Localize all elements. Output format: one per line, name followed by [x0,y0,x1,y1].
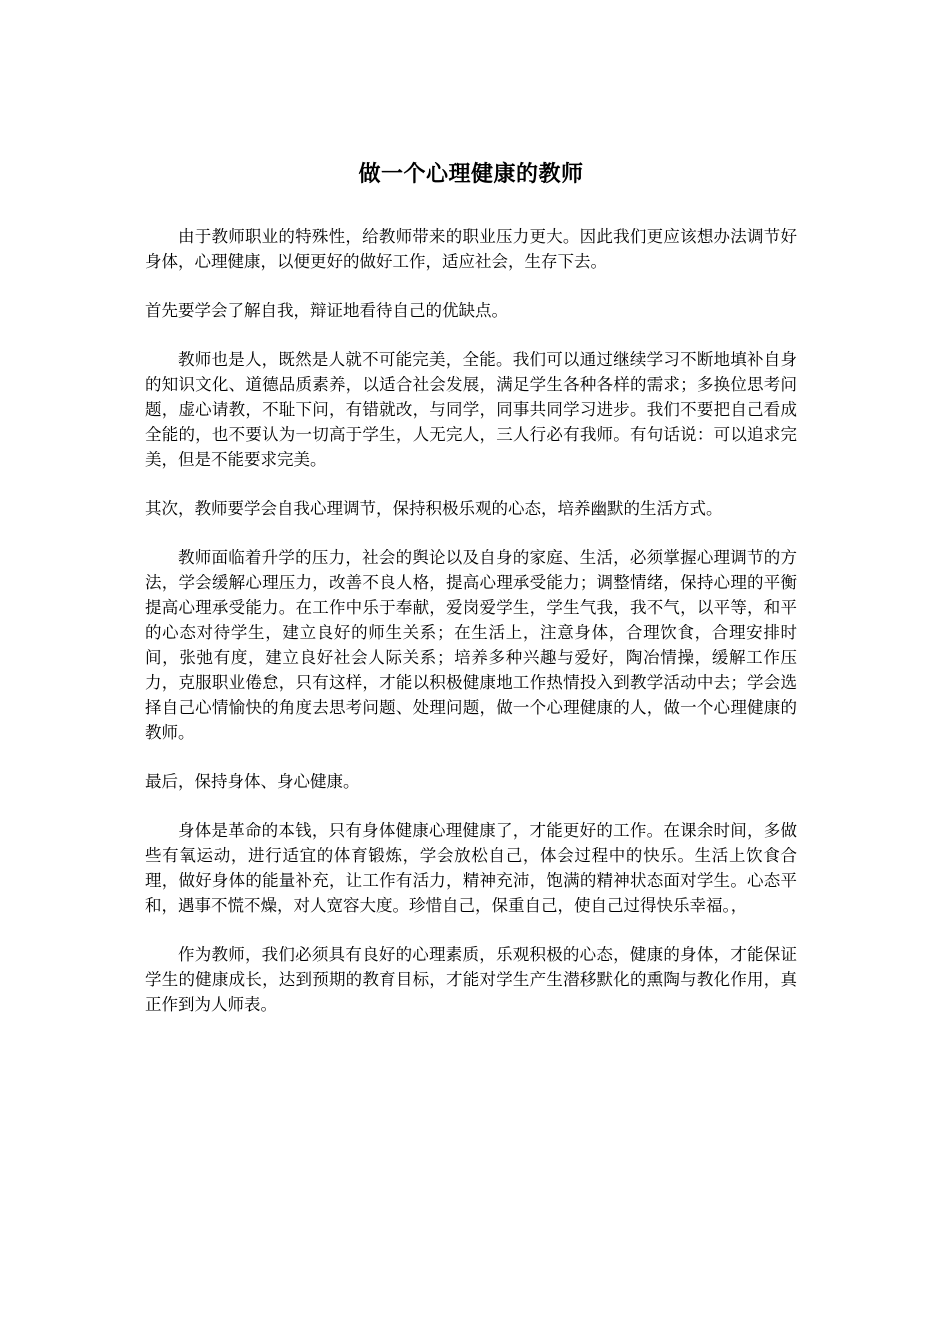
paragraph-conclusion: 作为教师，我们必须具有良好的心理素质，乐观积极的心态，健康的身体，才能保证学生的健康成长，达到预期的教育目标，才能对学生产生潜移默化的熏陶与教化作用，真正作到为人师表。 [145,945,797,1014]
heading-third-point: 最后，保持身体、身心健康。 [145,772,360,791]
paragraph-self-knowledge: 教师也是人，既然是人就不可能完美，全能。我们可以通过继续学习不断地填补自身的知识文化、道德品质素养，以适合社会发展，满足学生各种各样的需求；多换位思考问题，虚心请教，不耻下问，有错就改，与同学，同事共同学习进步。我们不要把自己看成全能的，也不要认为一切高于学生，人无完人，三人行必有我师。有句话说：可以追求完美，但是不能要求完美。 [145,350,797,469]
paragraph-self-regulation: 教师面临着升学的压力，社会的舆论以及自身的家庭、生活，必须掌握心理调节的方法，学会缓解心理压力，改善不良人格，提高心理承受能力；调整情绪，保持心理的平衡提高心理承受能力。在工作中乐于奉献，爱岗爱学生，学生气我，我不气，以平等，和平的心态对待学生，建立良好的师生关系；在生活上，注意身体，合理饮食，合理安排时间，张弛有度，建立良好社会人际关系；培养多种兴趣与爱好，陶冶情操，缓解工作压力，克服职业倦怠，只有这样，才能以积极健康地工作热情投入到教学活动中去；学会选择自己心情愉快的角度去思考问题、处理问题，做一个心理健康的人，做一个心理健康的教师。 [145,548,797,742]
heading-first-point: 首先要学会了解自我，辩证地看待自己的优缺点。 [145,301,508,320]
paragraph-physical-health: 身体是革命的本钱，只有身体健康心理健康了，才能更好的工作。在课余时间，多做些有氧运动，进行适宜的体育锻炼，学会放松自己，体会过程中的快乐。生活上饮食合理，做好身体的能量补充，让工作有活力，精神充沛，饱满的精神状态面对学生。心态平和，遇事不慌不燥，对人宽容大度。珍惜自己，保重自己，使自己过得快乐幸福。， [145,821,797,915]
paragraph-intro: 由于教师职业的特殊性，给教师带来的职业压力更大。因此我们更应该想办法调节好身体，心理健康，以便更好的做好工作，适应社会，生存下去。 [145,227,797,271]
document-title: 做一个心理健康的教师 [358,161,584,187]
heading-second-point: 其次，教师要学会自我心理调节，保持积极乐观的心态，培养幽默的生活方式。 [145,499,723,518]
document-page [145,158,797,1041]
